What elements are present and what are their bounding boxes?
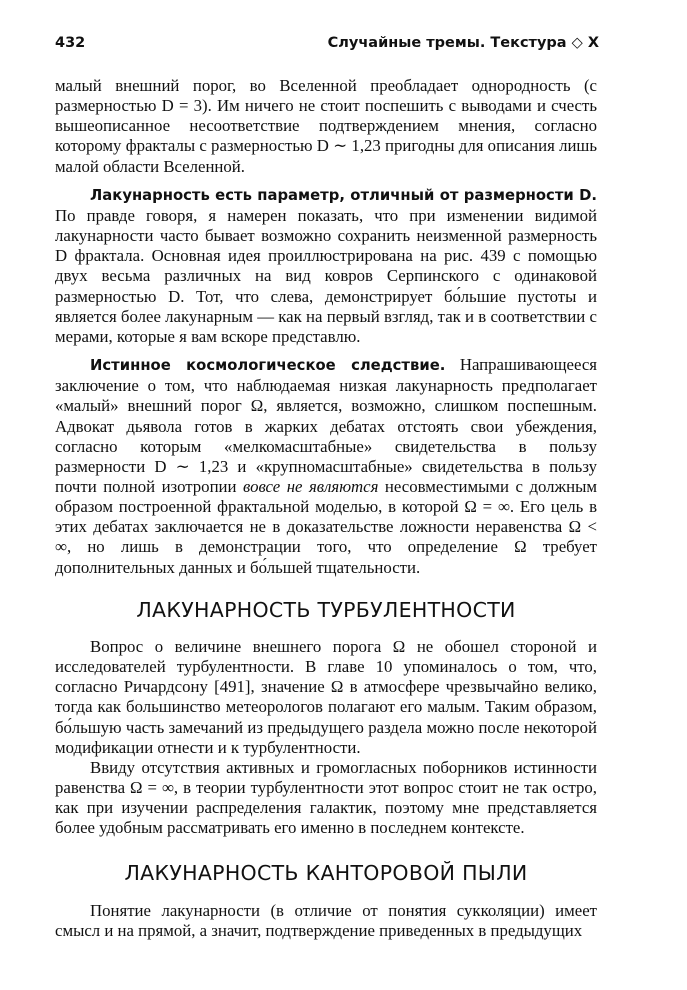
page-body	[55, 76, 597, 941]
paragraph-lacunarity-parameter	[55, 185, 597, 347]
running-title: Случайные тремы. Текстура ◇ X	[327, 35, 599, 51]
paragraph: Вопрос о величине внешнего порога Ω не обошел стороной и исследователей турбулентности. В главе 10 упоминалось о том, что, согласно Ричардсону [491], значение Ω в атмосфере чрезвычайно велико, тогда как большинство метеорологов полагают его малым. Таким образом, бо́льшую часть замечаний из предыдущего раздела можно после некоторой модификации отнести и к турбулентности.	[55, 636, 597, 757]
paragraph-lead: Лакунарность есть параметр, отличный от размерности D.	[90, 186, 597, 204]
paragraph-text: несовместимыми с должным образом построенной фрактальной моделью, в которой Ω = ∞. Его цель в этих дебатах заключается не в доказательстве ложности неравенства Ω < ∞, но лишь в демонстрации того, что определение Ω требует дополнительных данных и бо́льшей тщательности.	[55, 476, 597, 577]
emphasis-text: вовсе не являются	[243, 476, 379, 496]
paragraph-text: По правде говоря, я намерен показать, что при изменении видимой лакунарности часто бывает возможно сохранить неизменной размерность D фрактала. Основная идея проиллюстрирована на рис. 439 с помощью двух весьма различных на вид ковров Серпинского с одинаковой размерностью D. Тот, что слева, демонстрирует бо́льшие пустоты и является более лакунарным — как на первый взгляд, так и в соответствии с мерами, которые я вам вскоре представлю.	[55, 205, 597, 346]
running-header	[55, 35, 599, 51]
paragraph: Ввиду отсутствия активных и громогласных поборников истинности равенства Ω = ∞, в теории турбулентности этот вопрос стоит не так остро, как при изучении распределения галактик, поэтому мне представляется более удобным рассматривать его именно в последнем контексте.	[55, 757, 597, 838]
paragraph: Понятие лакунарности (в отличие от понятия сукколяции) имеет смысл и на прямой, а значит, подтверждение приведенных в предыдущих	[55, 900, 597, 940]
paragraph-cosmological-consequence	[55, 355, 597, 578]
section-heading: ЛАКУНАРНОСТЬ КАНТОРОВОЙ ПЫЛИ	[124, 861, 528, 886]
continued-paragraph: малый внешний порог, во Вселенной преобладает однородность (с размерностью D = 3). Им ничего не стоит поспешить с выводами и счесть вышеописанное несоответствие подтверждением мнения, согласно которому фракталы с размерностью D ∼ 1,23 пригодны для описания лишь малой области Вселенной.	[55, 76, 597, 176]
section-heading: ЛАКУНАРНОСТЬ ТУРБУЛЕНТНОСТИ	[136, 597, 516, 622]
paragraph-lead: Истинное космологическое следствие.	[90, 357, 446, 375]
paragraph-text: Напрашивающееся заключение о том, что наблюдаемая низкая лакунарность предполагает «малый» внешний порог Ω, является, возможно, слишком поспешным. Адвокат дьявола готов в жарких дебатах отстоять свои убеждения, согласно которым «мелкомасштабные» свидетельства в пользу размерности D ∼ 1,23 и «крупномасштабные» свидетельства в пользу почти полной изотропии	[55, 355, 597, 496]
page-number: 432	[55, 35, 86, 51]
